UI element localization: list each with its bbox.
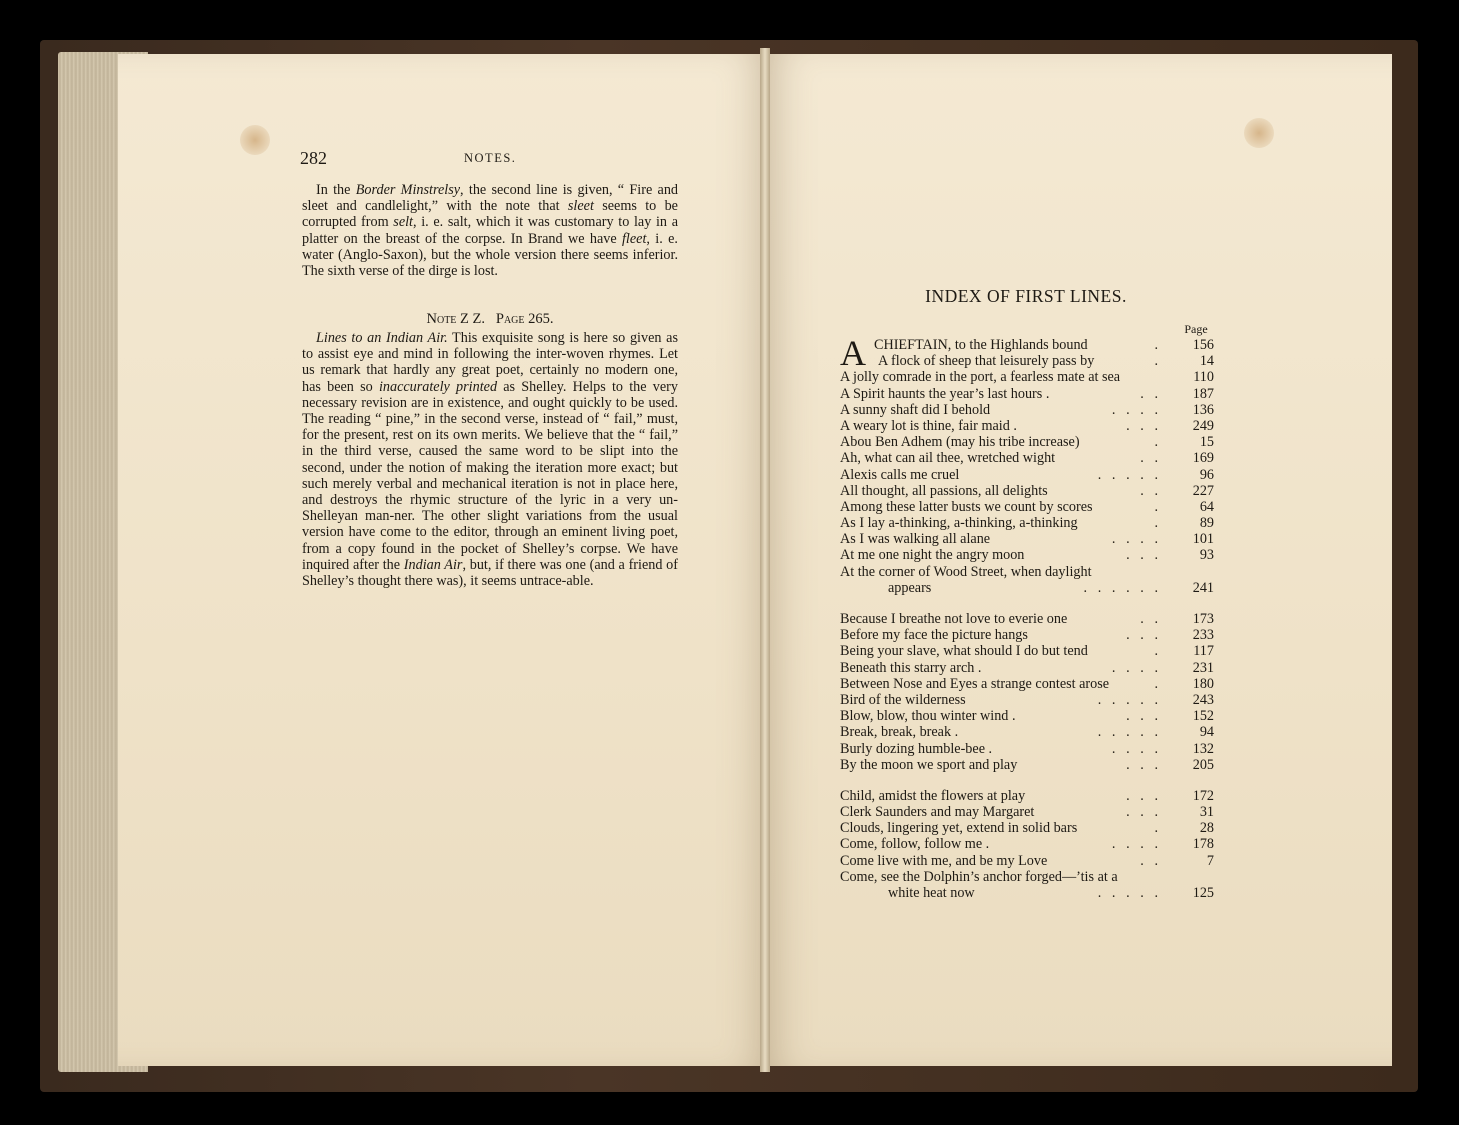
index-entry (840, 515, 1216, 531)
page-ref: 231 (1192, 659, 1214, 676)
index-entry (840, 853, 1216, 869)
page-ref: 96 (1199, 466, 1214, 483)
leader-dots: . (1154, 337, 1158, 353)
leader-dots: . (1154, 643, 1158, 660)
first-line-text: As I was walking all alane (840, 531, 991, 548)
first-line-text: Before my face the picture hangs (840, 627, 1028, 644)
first-line-text: Clouds, lingering yet, extend in solid bars (840, 820, 1078, 837)
page-number: 282 (300, 148, 327, 168)
foxing-stain (1244, 118, 1274, 148)
first-line-text: Clerk Saunders and may Margaret (840, 804, 1035, 821)
running-head: NOTES. (464, 151, 517, 165)
page-ref: 227 (1192, 482, 1214, 499)
page-ref: 241 (1192, 579, 1214, 596)
leader-dots: . . . (1126, 787, 1158, 804)
leader-dots: . . . (1126, 708, 1158, 725)
first-line-text: At me one night the angry moon (840, 547, 1025, 564)
leader-dots: . . . (1126, 417, 1158, 434)
text-run: , i. e. water (Anglo-Saxon), but the whole version there seems inferior. The sixth verse of the dirge is lost. (302, 230, 678, 280)
index-entry (840, 643, 1216, 659)
italic-text: fleet (621, 230, 647, 247)
index-entry (840, 483, 1216, 499)
index-entry (840, 676, 1216, 692)
foxing-stain (240, 125, 270, 155)
index-entry (840, 467, 1216, 483)
leader-dots: . . . . (1111, 836, 1158, 853)
index-entry (840, 627, 1216, 643)
book-gutter (760, 48, 770, 1072)
leader-dots: . . . . . (1097, 691, 1158, 708)
index-entry (840, 418, 1216, 434)
first-line-text: Ah, what can ail thee, wretched wight (840, 450, 1056, 467)
first-line-text: Come, follow, follow me . (840, 836, 990, 853)
first-line-text: Alexis calls me cruel (840, 466, 960, 483)
group-gap (840, 596, 1216, 611)
leader-dots: . (1154, 353, 1158, 370)
leader-dots: . . (1140, 611, 1158, 627)
leader-dots: . . (1140, 852, 1158, 869)
index-entry (840, 869, 1216, 885)
page-ref: 28 (1199, 820, 1214, 837)
italic-text: inaccurately printed (378, 378, 498, 395)
index-title: INDEX OF FIRST LINES. (925, 286, 1127, 306)
leader-dots: . . (1140, 450, 1158, 467)
first-line-text: Because I breathe not love to everie one (840, 611, 1068, 627)
page-ref: 173 (1192, 611, 1214, 627)
notes-paragraph-1 (302, 182, 678, 279)
index-entry (840, 386, 1216, 402)
page-ref: 94 (1199, 724, 1214, 741)
page-ref: 243 (1192, 691, 1214, 708)
leader-dots: . . (1140, 482, 1158, 499)
page-ref: 31 (1199, 804, 1214, 821)
index-entry (840, 708, 1216, 724)
page-ref: 117 (1193, 643, 1214, 660)
note-heading (302, 311, 678, 328)
page-ref: 132 (1192, 740, 1214, 757)
page-ref: 64 (1199, 498, 1214, 515)
index-entry (840, 353, 1216, 369)
page-column-label: Page (1184, 322, 1208, 336)
leader-dots: . (1154, 515, 1158, 532)
page-ref: 152 (1192, 708, 1214, 725)
leader-dots: . (1154, 820, 1158, 837)
first-line-text: Come live with me, and be my Love (840, 852, 1048, 869)
page-ref: 172 (1192, 787, 1214, 804)
page-ref: 178 (1192, 836, 1214, 853)
page-ref: 101 (1192, 531, 1214, 548)
leader-dots: . . . . (1111, 531, 1158, 548)
leader-dots: . . . . (1111, 740, 1158, 757)
left-page-header (300, 148, 680, 172)
first-line-text: appears (888, 579, 932, 596)
first-line-text: Burly dozing humble-bee . (840, 740, 993, 757)
leader-dots: . . . . . (1097, 885, 1158, 901)
page-ref: 15 (1199, 434, 1214, 451)
leader-dots: . (1154, 498, 1158, 515)
italic-text: sleet (567, 198, 594, 215)
page-ref: 125 (1192, 885, 1214, 901)
text-run: , i. e. salt, which it was customary to lay in a platter on the breast of the corpse. In Brand we have (302, 214, 678, 247)
index-entry (840, 450, 1216, 466)
index-entry (840, 369, 1216, 385)
index-entry (840, 611, 1216, 627)
first-line-text: A sunny shaft did I behold (840, 401, 991, 418)
first-line-text: As I lay a-thinking, a-thinking, a-thinking (840, 515, 1078, 532)
leader-dots: . . . . . (1097, 724, 1158, 741)
text-run: , the second line is given, “ Fire and sleet and candlelight,” with the note that (302, 182, 679, 215)
first-line-text: Bird of the wilderness (840, 691, 966, 708)
page-ref: 205 (1192, 756, 1214, 773)
page-ref: 7 (1206, 852, 1214, 869)
first-line-text: Blow, blow, thou winter wind . (840, 708, 1016, 725)
leader-dots: . . . (1126, 756, 1158, 773)
page-ref: 180 (1192, 675, 1214, 692)
text-run: In the (316, 182, 356, 198)
index-entry (840, 788, 1216, 804)
index-entry (840, 820, 1216, 836)
first-line-text: Abou Ben Adhem (may his tribe increase) (840, 434, 1080, 451)
leader-dots: . (1154, 675, 1158, 692)
first-line-text: All thought, all passions, all delights (840, 482, 1048, 499)
index-entry (840, 547, 1216, 563)
page-ref: 169 (1192, 450, 1214, 467)
index-entry (840, 741, 1216, 757)
first-line-text: A weary lot is thine, fair maid . (840, 417, 1017, 434)
text-run: seems to be corrupted from (302, 198, 678, 231)
first-line-text: At the corner of Wood Street, when daylight (840, 563, 1092, 580)
first-line-text: Break, break, break . (840, 724, 959, 741)
page-ref: 233 (1192, 627, 1214, 644)
index-entry (840, 580, 1216, 596)
index-entry (840, 724, 1216, 740)
italic-text: Border Minstrelsy (355, 182, 461, 198)
note-page-ref: Page 265. (495, 311, 554, 327)
page-ref: 249 (1192, 417, 1214, 434)
index-entry (840, 564, 1216, 580)
note-label: Note Z Z. (426, 311, 485, 327)
first-line-text: Come, see the Dolphin’s anchor forged—’tis at a (840, 868, 1118, 885)
page-ref: 156 (1192, 337, 1214, 353)
first-line-text: Beneath this starry arch . (840, 659, 982, 676)
first-line-text: Being your slave, what should I do but tend (840, 643, 1088, 660)
first-line-text: By the moon we sport and play (840, 756, 1018, 773)
leader-dots: . . . (1126, 804, 1158, 821)
index-entry (840, 531, 1216, 547)
index-entry (840, 836, 1216, 852)
group-gap (840, 773, 1216, 788)
index-entry (840, 692, 1216, 708)
first-line-text: CHIEFTAIN, to the Highlands bound (874, 337, 1088, 353)
first-line-text: A flock of sheep that leisurely pass by (878, 353, 1095, 370)
italic-text: Lines to an Indian Air. (316, 330, 448, 346)
page-ref: 89 (1199, 515, 1214, 532)
first-line-text: Among these latter busts we count by scores (840, 498, 1093, 515)
index-entry (840, 660, 1216, 676)
index-entry (840, 885, 1216, 901)
text-run: , but, if there was one (and a friend of Shelley’s thought there was), it seems untrace-able. (302, 556, 679, 590)
drop-cap: A (840, 333, 866, 373)
text-run: This exquisite song is here so given as to assist eye and mind in following the inter-woven rhymes. Let us remark that hardly any great poet, certainly no modern one, has been so (302, 330, 678, 395)
first-line-text: white heat now (888, 885, 975, 901)
leader-dots: . . . . (1111, 401, 1158, 418)
first-line-text: A jolly comrade in the port, a fearless mate at sea (840, 369, 1121, 386)
first-line-text: A Spirit haunts the year’s last hours . (840, 385, 1050, 402)
index-entry (840, 757, 1216, 773)
page-ref: 110 (1193, 369, 1214, 386)
notes-paragraph-2 (302, 330, 678, 589)
leader-dots: . . (1140, 385, 1158, 402)
page-ref: 136 (1192, 401, 1214, 418)
index-entry (840, 499, 1216, 515)
leader-dots: . . . . . (1097, 466, 1158, 483)
italic-text: Indian Air (403, 556, 463, 573)
page-ref: 14 (1199, 353, 1214, 370)
italic-text: selt (393, 214, 413, 231)
first-line-text: Child, amidst the flowers at play (840, 787, 1026, 804)
page-ref: 187 (1192, 385, 1214, 402)
leader-dots: . . . . . . (1083, 579, 1158, 596)
leader-dots: . (1154, 434, 1158, 451)
leader-dots: . . . . (1111, 659, 1158, 676)
leader-dots: . . . (1126, 547, 1158, 564)
leader-dots: . . . (1126, 627, 1158, 644)
index-entry (840, 434, 1216, 450)
page-ref: 93 (1199, 547, 1214, 564)
first-line-text: Between Nose and Eyes a strange contest arose (840, 675, 1110, 692)
index-entry (840, 804, 1216, 820)
index-entry (840, 402, 1216, 418)
text-run: as Shelley. Helps to the very necessary revision are in existence, and ought quickly to be used. The reading “ pine,” in the second verse, instead of “ fail,” must, for the present, rest on its own merits. We believe that the “ fail,” in the third verse, caused the same word to be slipt into the second, under the notion of making the iteration more exact; but such merely verbal and mechanical iteration is not in place here, and destroys the rhymic structure of the lyric in a very un-Shelleyan man-ner. The other slight variations from the usual version have come to the editor, through an eminent living poet, from a copy found in the pocket of Shelley’s corpse. We have inquired after the (302, 378, 678, 573)
index-entries (840, 333, 1216, 901)
